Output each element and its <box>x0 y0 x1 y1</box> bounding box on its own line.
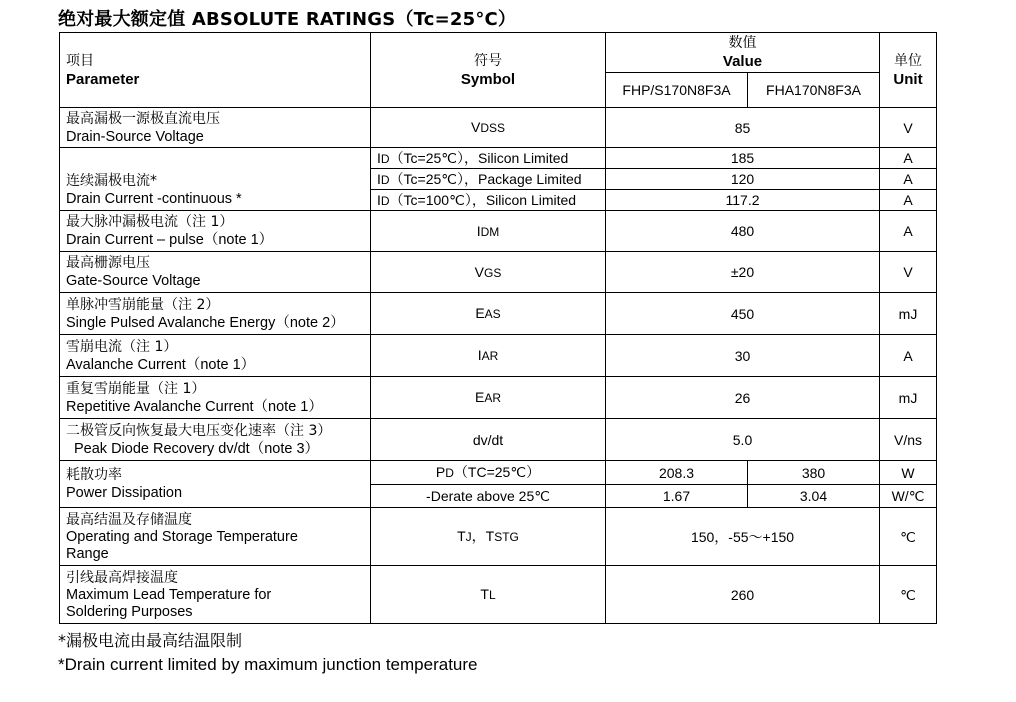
parameter-cell: 最高结温及存储温度 Operating and Storage Temperature Range <box>60 508 371 566</box>
value-cell: 480 <box>606 211 880 252</box>
parameter-cell: 引线最高焊接温度 Maximum Lead Temperature for Soldering Purposes <box>60 566 371 624</box>
symbol-cell: ID（Tc=25℃），Silicon Limited <box>371 148 606 169</box>
value-cell: 260 <box>606 566 880 624</box>
table-row <box>60 508 937 566</box>
header-row <box>60 33 937 73</box>
parameter-cell: 最高漏极一源极直流电压 Drain-Source Voltage <box>60 108 371 148</box>
unit-header: 单位 Unit <box>880 33 937 108</box>
value-column-2-header: FHA170N8F3A <box>748 73 880 108</box>
table-row <box>60 148 937 169</box>
table-row <box>60 211 937 252</box>
footnote-cn: *漏极电流由最高结温限制 <box>58 631 243 650</box>
parameter-cell: 雪崩电流（注 1） Avalanche Current（note 1） <box>60 335 371 377</box>
parameter-cell: 连续漏极电流* Drain Current -continuous * <box>60 148 371 211</box>
symbol-cell: -Derate above 25℃ <box>371 485 606 508</box>
unit-cell: W/℃ <box>880 485 937 508</box>
symbol-cell: TJ，TSTG <box>371 508 606 566</box>
value-cell: 5.0 <box>606 419 880 461</box>
value-cell: 85 <box>606 108 880 148</box>
value-cell: 185 <box>606 148 880 169</box>
parameter-cell: 耗散功率 Power Dissipation <box>60 461 371 508</box>
table-row <box>60 252 937 293</box>
unit-cell: A <box>880 335 937 377</box>
unit-cell: ℃ <box>880 566 937 624</box>
parameter-cell: 重复雪崩能量（注 1） Repetitive Avalanche Current（note 1） <box>60 377 371 419</box>
symbol-cell: EAS <box>371 293 606 335</box>
symbol-cell: IDM <box>371 211 606 252</box>
value-cell: 380 <box>748 461 880 485</box>
table-row <box>60 335 937 377</box>
table-row <box>60 566 937 624</box>
unit-cell: W <box>880 461 937 485</box>
parameter-cell: 最大脉冲漏极电流（注 1） Drain Current – pulse（note 1） <box>60 211 371 252</box>
symbol-cell: ID（Tc=100℃），Silicon Limited <box>371 190 606 211</box>
value-cell: 26 <box>606 377 880 419</box>
symbol-cell: dv/dt <box>371 419 606 461</box>
value-cell: 30 <box>606 335 880 377</box>
table-row <box>60 377 937 419</box>
symbol-cell: ID（Tc=25℃），Package Limited <box>371 169 606 190</box>
value-header: 数值 Value <box>606 33 880 73</box>
value-cell: 208.3 <box>606 461 748 485</box>
symbol-cell: VDSS <box>371 108 606 148</box>
unit-cell: ℃ <box>880 508 937 566</box>
parameter-cell: 最高栅源电压 Gate-Source Voltage <box>60 252 371 293</box>
symbol-header: 符号 Symbol <box>371 33 606 108</box>
unit-cell: mJ <box>880 377 937 419</box>
value-column-1-header: FHP/S170N8F3A <box>606 73 748 108</box>
value-cell: 117.2 <box>606 190 880 211</box>
value-cell: 120 <box>606 169 880 190</box>
unit-cell: A <box>880 169 937 190</box>
value-cell: 450 <box>606 293 880 335</box>
unit-cell: V <box>880 108 937 148</box>
table-row <box>60 461 937 485</box>
symbol-cell: EAR <box>371 377 606 419</box>
parameter-cell: 单脉冲雪崩能量（注 2） Single Pulsed Avalanche Energy（note 2） <box>60 293 371 335</box>
unit-cell: A <box>880 211 937 252</box>
parameter-cell: 二极管反向恢复最大电压变化速率（注 3） Peak Diode Recovery dv/dt（note 3） <box>60 419 371 461</box>
value-cell: 150，-55～+150 <box>606 508 880 566</box>
symbol-cell: VGS <box>371 252 606 293</box>
symbol-cell: IAR <box>371 335 606 377</box>
unit-cell: A <box>880 148 937 169</box>
value-cell: 3.04 <box>748 485 880 508</box>
value-cell: 1.67 <box>606 485 748 508</box>
value-cell: ±20 <box>606 252 880 293</box>
symbol-cell: TL <box>371 566 606 624</box>
unit-cell: V <box>880 252 937 293</box>
table-row <box>60 293 937 335</box>
page-title: 绝对最大额定值 ABSOLUTE RATINGS（Tc=25°C） <box>58 9 517 30</box>
unit-cell: V/ns <box>880 419 937 461</box>
unit-cell: mJ <box>880 293 937 335</box>
absolute-ratings-table <box>59 32 937 624</box>
table-row <box>60 108 937 148</box>
parameter-header: 项目 Parameter <box>60 33 371 108</box>
footnote-en: *Drain current limited by maximum junction temperature <box>58 655 478 674</box>
table-row <box>60 419 937 461</box>
unit-cell: A <box>880 190 937 211</box>
symbol-cell: PD（TC=25℃） <box>371 461 606 485</box>
